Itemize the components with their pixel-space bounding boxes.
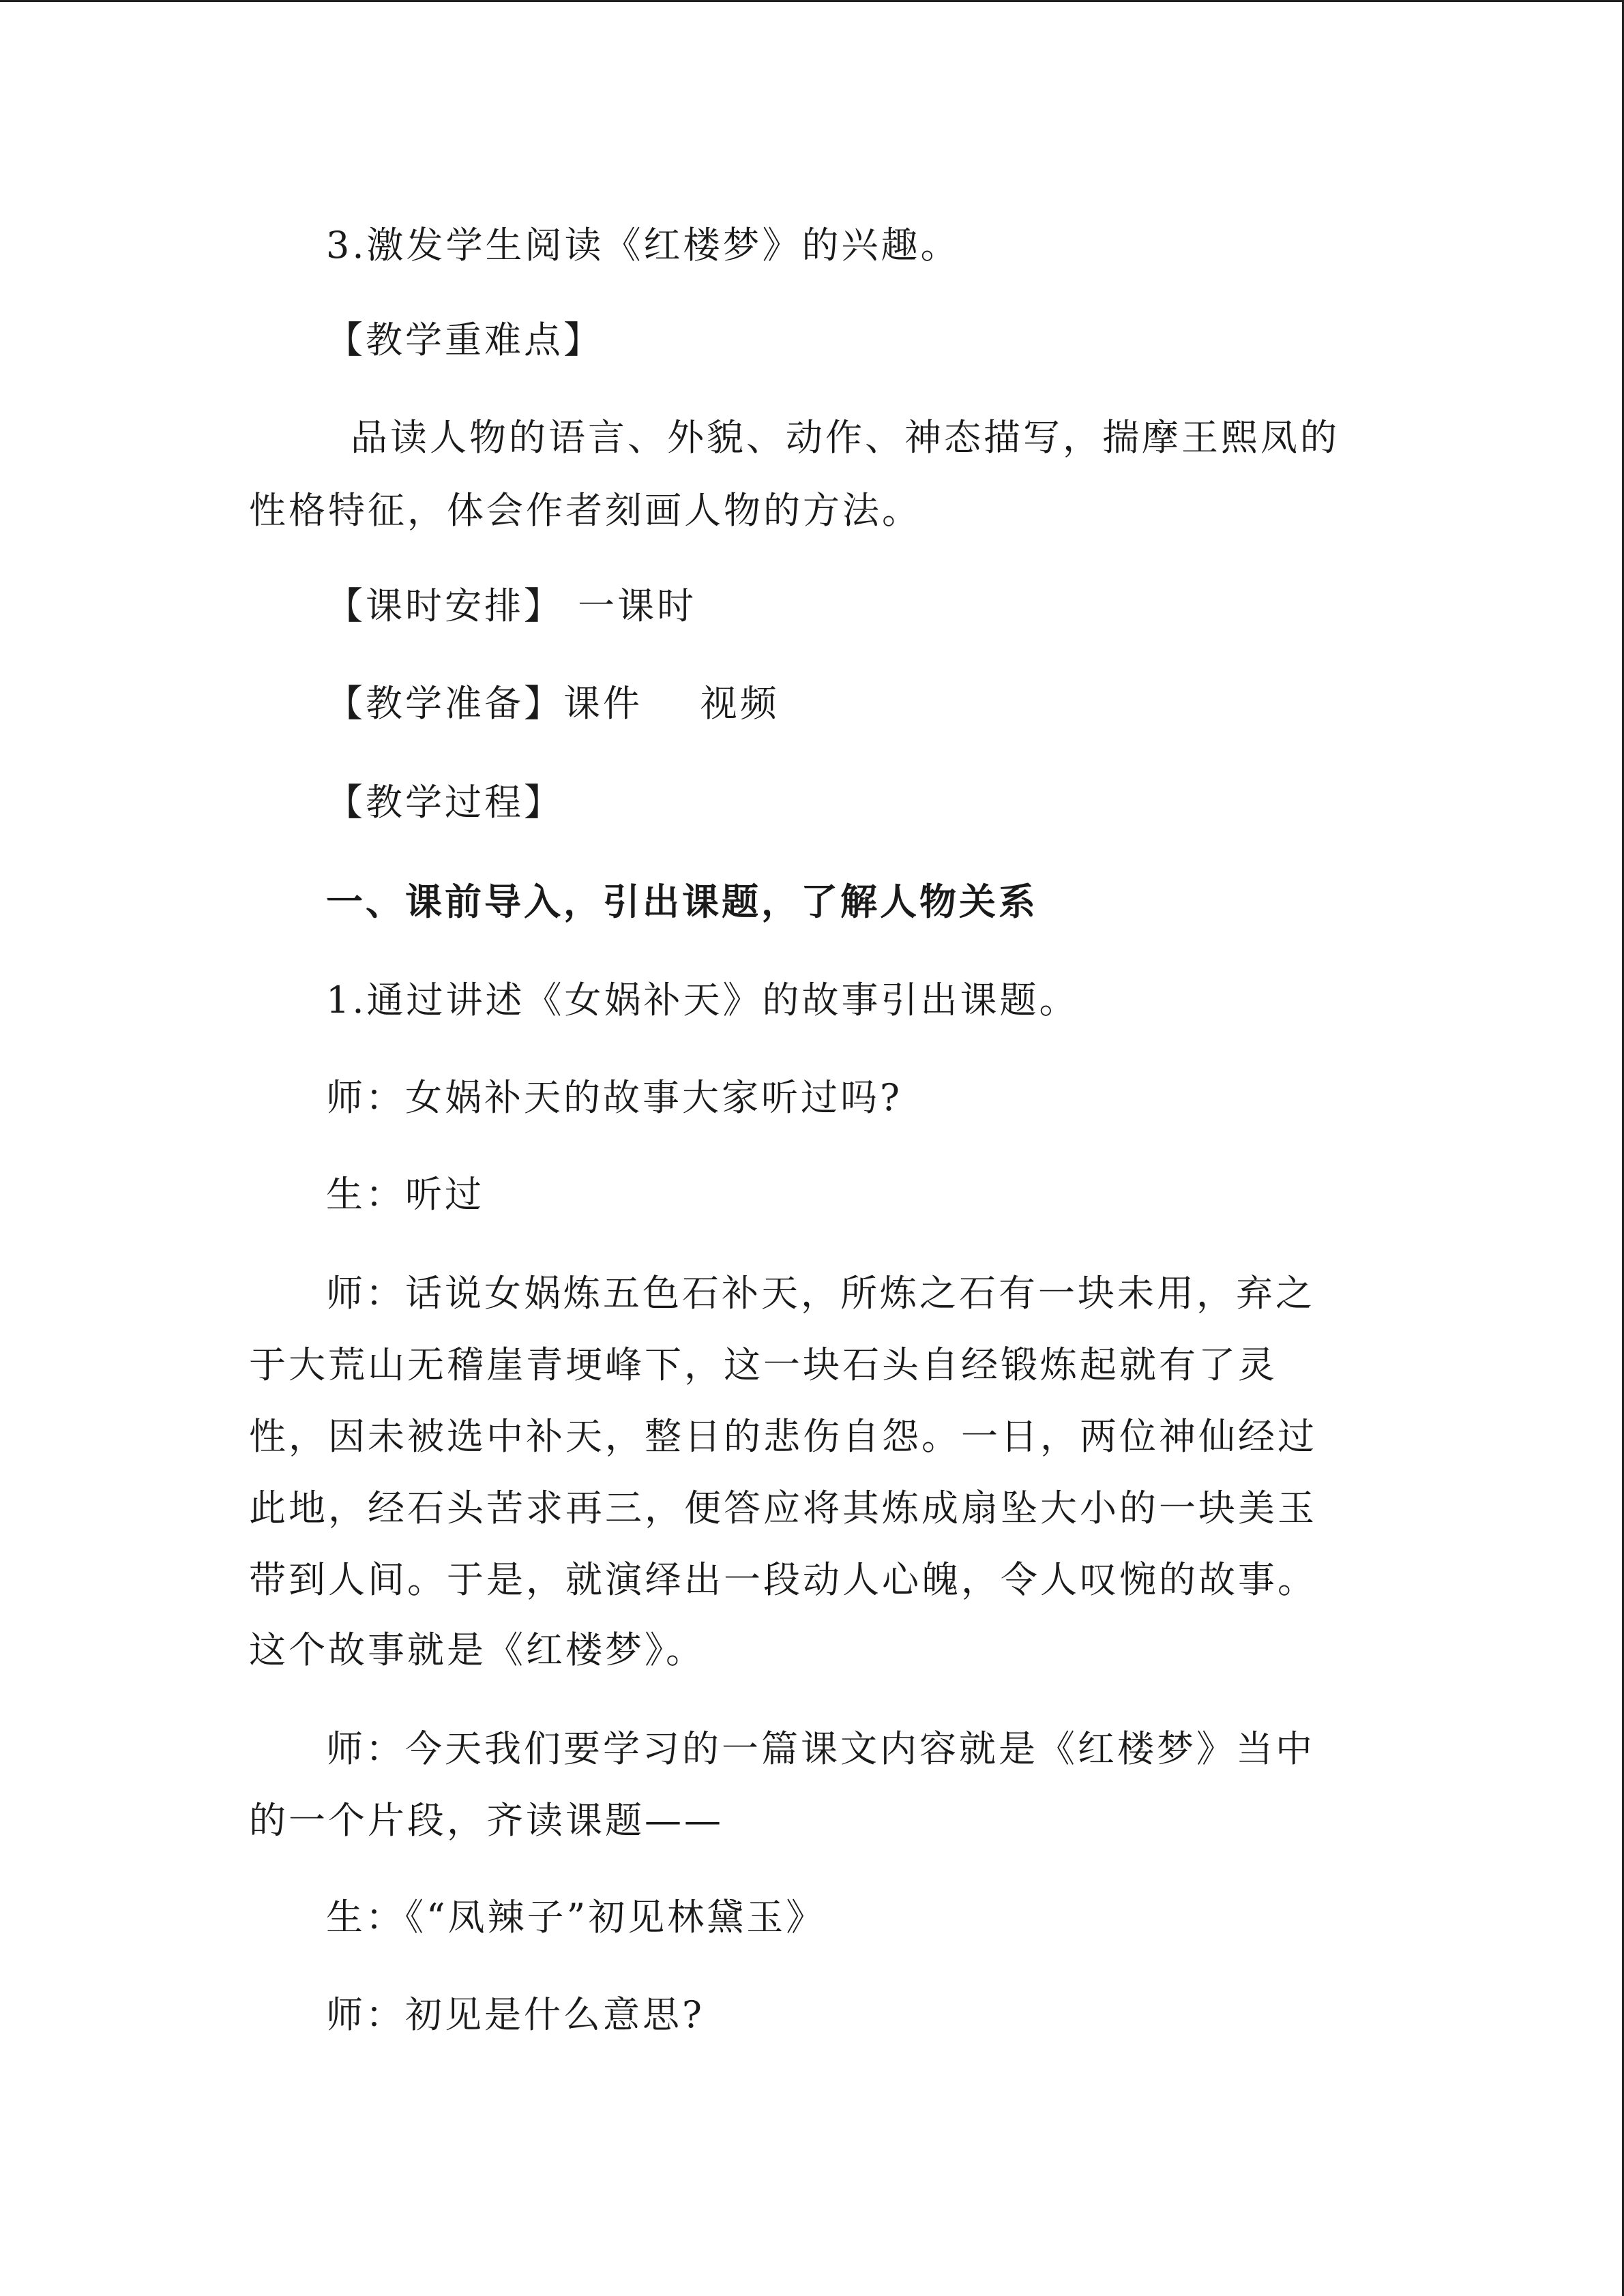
teaching-goal-3: 3.激发学生阅读《红楼梦》的兴趣。 — [326, 224, 960, 267]
key-points-heading: 【教学重难点】 — [326, 318, 603, 361]
story-line-3: 性，因未被选中补天，整日的悲伤自怨。一日，两位神仙经过 — [249, 1415, 1317, 1458]
section-1-heading: 一、课前导入，引出课题，了解人物关系 — [326, 880, 1038, 923]
key-points-line-1: 品读人物的语言、外貌、动作、神态描写，揣摩王熙凤的 — [351, 416, 1340, 459]
step-1: 1.通过讲述《女娲补天》的故事引出课题。 — [326, 979, 1079, 1022]
dialog-teacher-question: 师：女娲补天的故事大家听过吗? — [326, 1076, 902, 1119]
story-line-1: 师：话说女娲炼五色石补天，所炼之石有一块未用，弃之 — [326, 1272, 1315, 1315]
key-points-line-2: 性格特征，体会作者刻画人物的方法。 — [249, 489, 921, 532]
story-line-4: 此地，经石头苦求再三，便答应将其炼成扇坠大小的一块美玉 — [249, 1487, 1317, 1530]
process-heading: 【教学过程】 — [326, 781, 563, 824]
schedule-line: 【课时安排】 一课时 — [326, 584, 697, 627]
story-line-6: 这个故事就是《红楼梦》。 — [249, 1628, 705, 1671]
story-line-2: 于大荒山无稽崖青埂峰下，这一块石头自经锻炼起就有了灵 — [249, 1343, 1278, 1386]
today-line-1: 师：今天我们要学习的一篇课文内容就是《红楼梦》当中 — [326, 1727, 1315, 1770]
teacher-question-first-meet: 师：初见是什么意思? — [326, 1993, 705, 2036]
today-line-2: 的一个片段，齐读课题—— — [249, 1799, 724, 1842]
student-title-reply: 生：《“凤辣子”初见林黛玉》 — [326, 1896, 826, 1939]
preparation-line: 【教学准备】课件 视频 — [326, 682, 780, 725]
dialog-student-answer: 生：听过 — [326, 1173, 484, 1216]
story-line-5: 带到人间。于是，就演绎出一段动人心魄，令人叹惋的故事。 — [249, 1558, 1317, 1601]
